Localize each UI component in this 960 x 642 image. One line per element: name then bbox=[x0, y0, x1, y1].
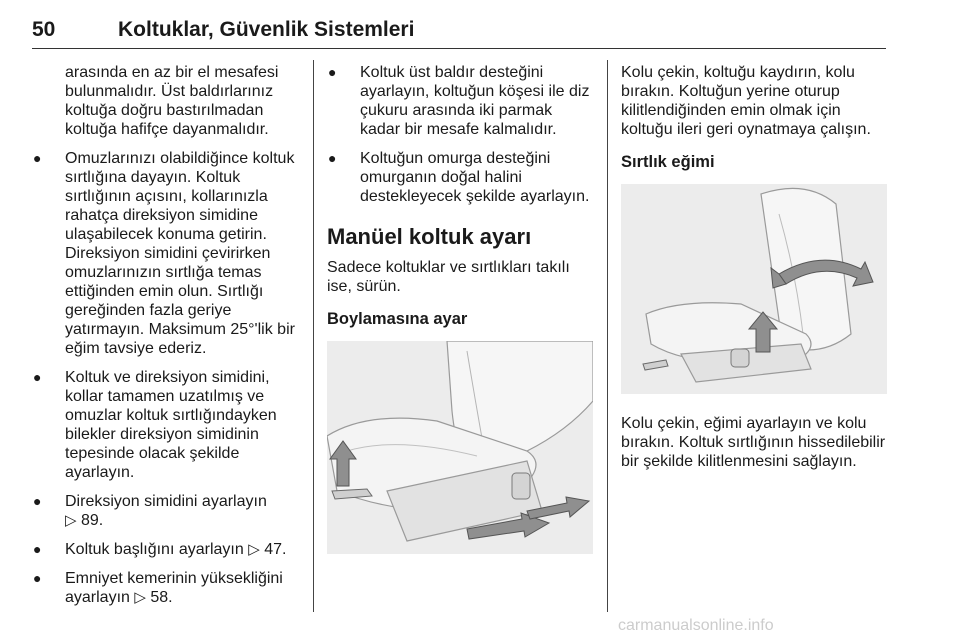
page-reference[interactable]: ▷ 47. bbox=[248, 541, 287, 558]
page-reference[interactable]: ▷ 89. bbox=[65, 512, 104, 529]
page-reference[interactable]: ▷ 58. bbox=[134, 589, 173, 606]
list-item: ● Koltuğun omurga desteğini omurganın doğal halini destekleyecek şekilde ayarlayın. bbox=[327, 149, 595, 206]
page-header bbox=[0, 0, 960, 52]
page-reference-icon: ▷ bbox=[65, 512, 77, 529]
list-item: ● Emniyet kemerinin yüksekliğini ayarlayın ▷ 58. bbox=[32, 569, 300, 607]
list-item: ● Koltuk üst baldır desteğini ayarlayın, koltuğun köşesi ile diz çukuru arasında iki parmak kadar bir mesafe kalmalıdır. bbox=[327, 63, 595, 139]
list-item: ● Koltuk ve direksiyon simidini, kollar tamamen uzatılmış ve omuzlar koltuk sırtlığındayken bilekler direksiyon simidinin tepesinde olacak şekilde ayarlayın. bbox=[32, 368, 300, 482]
text-column-3 bbox=[621, 63, 889, 483]
list-item: ● Koltuk başlığını ayarlayın ▷ 47. bbox=[32, 540, 300, 559]
recline-instructions: Kolu çekin, eğimi ayarlayın ve kolu bırakın. Koltuk sırtlığının hissedilebilir bir şekilde kilitlenmesini sağlayın. bbox=[621, 415, 886, 470]
backrest-recline-figure bbox=[621, 184, 887, 394]
page-reference-icon: ▷ bbox=[134, 589, 146, 606]
bullet-list-2 bbox=[327, 63, 595, 206]
header-divider bbox=[32, 48, 886, 49]
subsection-title-backrest: Sırtlık eğimi bbox=[621, 153, 715, 171]
column-divider-1 bbox=[313, 60, 314, 612]
seat-slide-illustration bbox=[327, 341, 593, 554]
section-title: Manüel koltuk ayarı bbox=[327, 224, 532, 249]
text-column-1 bbox=[32, 63, 300, 617]
bullet-list-1 bbox=[32, 149, 300, 607]
subsection-title-longitudinal: Boylamasına ayar bbox=[327, 310, 468, 328]
page-reference-icon: ▷ bbox=[248, 541, 260, 558]
watermark-text: carmanualsonline.info bbox=[618, 617, 774, 634]
column-divider-2 bbox=[607, 60, 608, 612]
page-number: 50 bbox=[32, 18, 56, 41]
list-item: ● Direksiyon simidini ayarlayın ▷ 89. bbox=[32, 492, 300, 530]
seat-longitudinal-figure bbox=[327, 341, 593, 554]
seat-recline-illustration bbox=[621, 184, 887, 394]
section-intro: Sadece koltuklar ve sırtlıkları takılı ise, sürün. bbox=[327, 259, 570, 295]
list-item: ● Omuzlarınızı olabildiğince koltuk sırtlığına dayayın. Koltuk sırtlığının açısını, kollarınızla rahatça direksiyon simidine ulaşabilecek konuma getirin. Direksiyon simidini çevirirken omuzlarınızın sırtlığa temas ettiğinden emin olun. Sırtlığı gereğinden fazla geriye yatırmayın. Maksimum 25°'lik bir eğim tavsiye ederiz. bbox=[32, 149, 300, 358]
chapter-title: Koltuklar, Güvenlik Sistemleri bbox=[118, 18, 415, 41]
longitudinal-instructions: Kolu çekin, koltuğu kaydırın, kolu bırakın. Koltuğun yerine oturup kilitlendiğinden emin olmak için koltuğu ileri geri oynatmaya çalışın. bbox=[621, 64, 871, 138]
text-column-2 bbox=[327, 63, 595, 554]
continued-paragraph: arasında en az bir el mesafesi bulunmalıdır. Üst baldırlarınız koltuğa doğru bastırılmadan koltuğa hafifçe dayanmalıdır. bbox=[65, 64, 279, 138]
